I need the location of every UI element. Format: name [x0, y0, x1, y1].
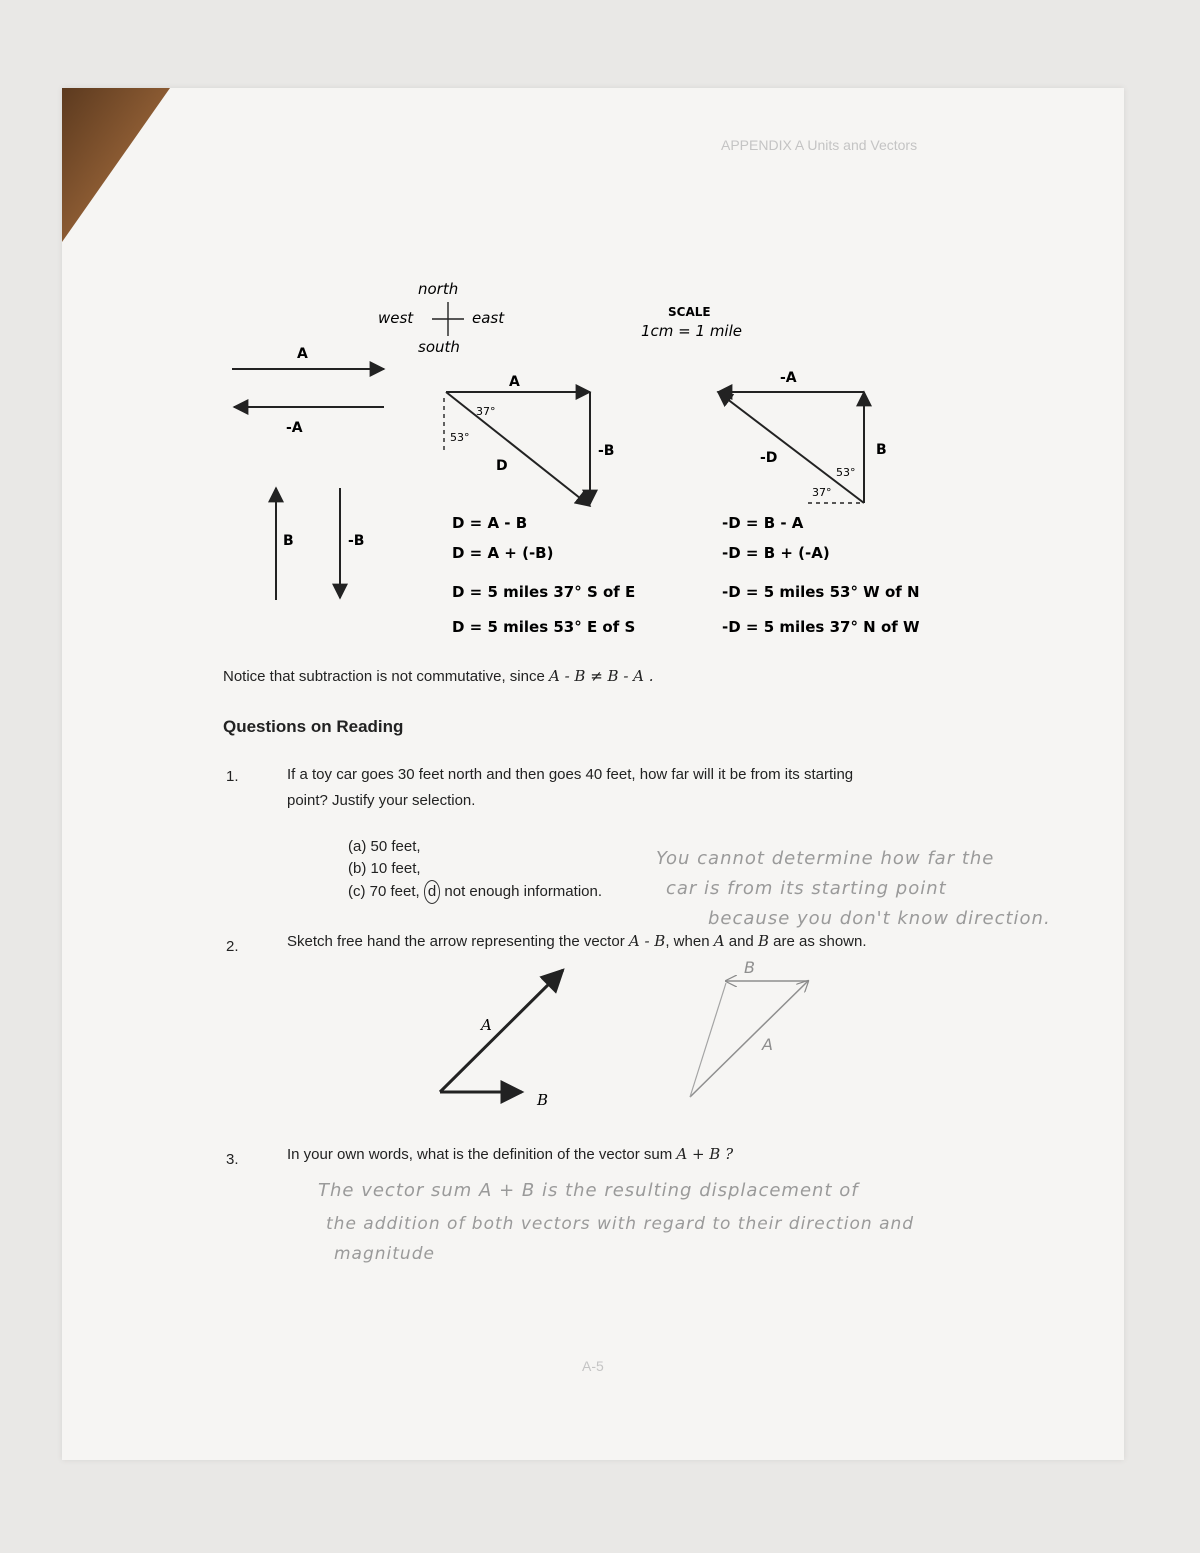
q3-formula: A + B ?	[676, 1145, 734, 1163]
page-number: A-5	[582, 1358, 604, 1374]
label-negB: -B	[348, 533, 365, 549]
q3-text	[287, 1145, 733, 1163]
compass-west: west	[378, 309, 414, 327]
q1-option-a[interactable]: (a) 50 feet,	[348, 838, 421, 855]
q3-answer-line2: the addition of both vectors with regard to their direction and	[326, 1214, 915, 1234]
q2-sketch-label-A: A	[762, 1035, 773, 1054]
scale-value: 1cm = 1 mile	[641, 322, 742, 340]
q2-sketch-label-B: B	[744, 958, 755, 977]
notice-formula: A - B ≠ B - A .	[548, 667, 654, 685]
q2-label-A: A	[481, 1016, 492, 1034]
label-B: B	[283, 533, 294, 549]
right-label-negA: -A	[780, 370, 797, 386]
notice-text: Notice that subtraction is not commutative, since	[223, 668, 545, 685]
q2-text-end: are as shown.	[773, 933, 867, 950]
mid-eq-4: D = 5 miles 53° E of S	[452, 618, 636, 636]
q1-text-line2: point? Justify your selection.	[287, 792, 476, 809]
compass-north: north	[418, 280, 459, 298]
right-label-negD: -D	[760, 450, 778, 466]
q3-text-start: In your own words, what is the definition of the vector sum	[287, 1146, 673, 1163]
q3-answer-line3: magnitude	[334, 1244, 435, 1264]
right-angle-37: 37°	[812, 486, 832, 499]
q2-b-symbol: B	[757, 932, 769, 950]
right-label-B: B	[876, 442, 887, 458]
mid-angle-37: 37°	[476, 405, 496, 418]
running-header: APPENDIX A Units and Vectors	[721, 137, 918, 153]
compass-east: east	[472, 309, 505, 327]
right-eq-1: -D = B - A	[722, 514, 804, 532]
q2-formula: A - B	[628, 932, 666, 950]
q2-figure	[400, 955, 880, 1125]
mid-label-negB: -B	[598, 443, 615, 459]
q2-text-mid: , when	[665, 933, 710, 950]
right-angle-53: 53°	[836, 466, 856, 479]
q1-answer-line1: You cannot determine how far the	[656, 848, 995, 869]
right-eq-3: -D = 5 miles 53° W of N	[722, 583, 920, 601]
q2-number: 2.	[226, 938, 239, 955]
q2-and-word: and	[728, 933, 754, 950]
q2-text	[287, 932, 867, 950]
q1-option-d-circled[interactable]: d	[424, 880, 440, 904]
mid-eq-2: D = A + (-B)	[452, 544, 554, 562]
mid-eq-1: D = A - B	[452, 514, 528, 532]
q3-number: 3.	[226, 1151, 239, 1168]
label-A: A	[297, 346, 308, 362]
q2-text-start: Sketch free hand the arrow representing the vector	[287, 933, 625, 950]
mid-eq-3: D = 5 miles 37° S of E	[452, 583, 636, 601]
scale-label: SCALE	[668, 305, 711, 319]
q1-options	[348, 836, 602, 904]
label-negA: -A	[286, 420, 303, 436]
q1-option-d-text: not enough information.	[444, 883, 603, 900]
mid-label-D: D	[496, 458, 508, 474]
q1-answer-line2: car is from its starting point	[666, 878, 947, 899]
q1-option-row-cd	[348, 880, 602, 904]
vector-diagram	[0, 0, 1200, 700]
q3-answer-line1: The vector sum A + B is the resulting displacement of	[318, 1180, 859, 1201]
mid-label-A: A	[509, 374, 520, 390]
q1-answer-line3: because you don't know direction.	[708, 908, 1051, 929]
q1-text	[287, 762, 987, 814]
section-title: Questions on Reading	[223, 717, 404, 736]
q1-text-line1: If a toy car goes 30 feet north and then goes 40 feet, how far will it be from its starting	[287, 766, 854, 783]
right-eq-4: -D = 5 miles 37° N of W	[722, 618, 920, 636]
right-vector-negD	[718, 392, 864, 503]
q2-vector-A	[440, 970, 563, 1092]
mid-angle-53: 53°	[450, 431, 470, 444]
q2-label-B: B	[537, 1091, 549, 1109]
q1-number: 1.	[226, 768, 239, 785]
compass-south: south	[418, 338, 460, 356]
mid-vector-D	[446, 392, 590, 506]
q1-option-b[interactable]: (b) 10 feet,	[348, 860, 421, 877]
q1-option-c[interactable]: (c) 70 feet,	[348, 883, 420, 900]
q2-a-symbol: A	[713, 932, 725, 950]
right-eq-2: -D = B + (-A)	[722, 544, 830, 562]
compass-cross-icon	[432, 302, 464, 336]
notice-line	[223, 667, 654, 685]
